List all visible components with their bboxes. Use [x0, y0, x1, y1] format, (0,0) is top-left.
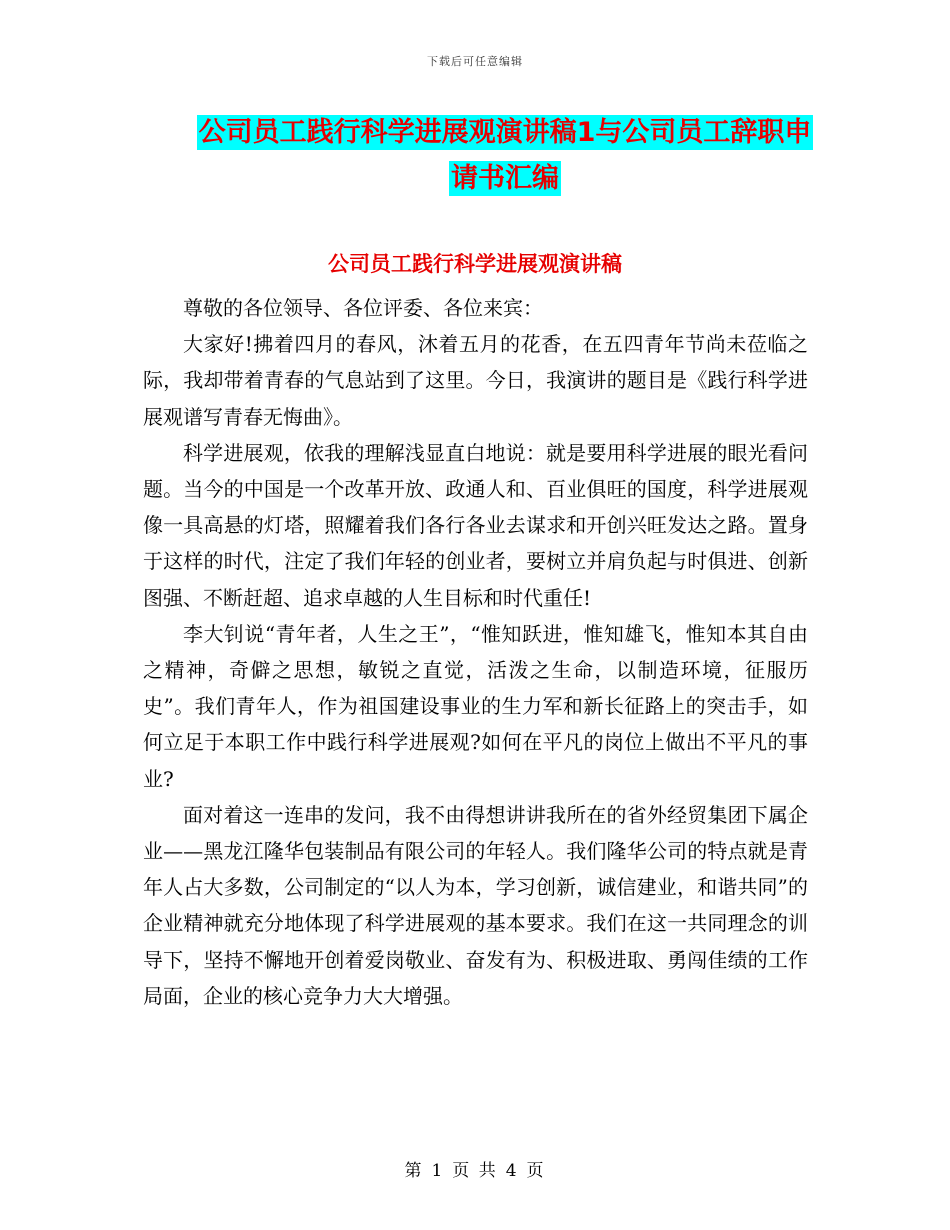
section-title: 公司员工践行科学进展观演讲稿: [328, 252, 622, 276]
paragraph: 大家好!拂着四月的春风，沐着五月的花香，在五四青年节尚未莅临之际，我却带着青春的气息站到了这里。今日，我演讲的题目是《践行科学进展观谱写青春无悔曲》。: [143, 332, 808, 429]
paragraph-salutation: 尊敬的各位领导、各位评委、各位来宾：: [183, 296, 543, 320]
document-title-text: 公司员工践行科学进展观演讲稿1与公司员工辞职申请书汇编: [198, 117, 812, 194]
page-total: 4: [505, 1161, 519, 1181]
page-footer: [0, 1156, 950, 1181]
footer-middle: 页 共: [452, 1161, 498, 1181]
footer-suffix: 页: [526, 1161, 546, 1181]
paragraph: 李大钊说“青年者，人生之王”，“惟知跃进，惟知雄飞，惟知本其自由之精神，奇僻之思想，敏锐之直觉，活泼之生命，以制造环境，征服历史”。我们青年人，作为祖国建设事业的生力军和新长征路上的突击手，如何立足于本职工作中践行科学进展观?如何在平凡的岗位上做出不平凡的事业?: [143, 621, 808, 791]
paragraph: 面对着这一连串的发问，我不由得想讲讲我所在的省外经贸集团下属企业——黑龙江隆华包装制品有限公司的年轻人。我们隆华公司的特点就是青年人占大多数，公司制定的“以人为本，学习创新，诚信建业，和谐共同”的企业精神就充分地体现了科学进展观的基本要求。我们在这一共同理念的训导下，坚持不懈地开创着爱岗敬业、奋发有为、积极进取、勇闯佳绩的工作局面，企业的核心竞争力大大增强。: [143, 802, 808, 1008]
page-number: 1: [431, 1161, 445, 1181]
document-body: [143, 290, 808, 1014]
document-title: [185, 110, 825, 202]
paragraph: 科学进展观，依我的理解浅显直白地说：就是要用科学进展的眼光看问题。当今的中国是一个改革开放、政通人和、百业俱旺的国度，科学进展观像一具高悬的灯塔，照耀着我们各行各业去谋求和开创兴旺发达之路。置身于这样的时代，注定了我们年轻的创业者，要树立并肩负起与时俱进、创新图强、不断赶超、追求卓越的人生目标和时代重任!: [143, 440, 808, 610]
footer-prefix: 第: [404, 1161, 424, 1181]
header-note: 下载后可任意编辑: [427, 55, 523, 68]
